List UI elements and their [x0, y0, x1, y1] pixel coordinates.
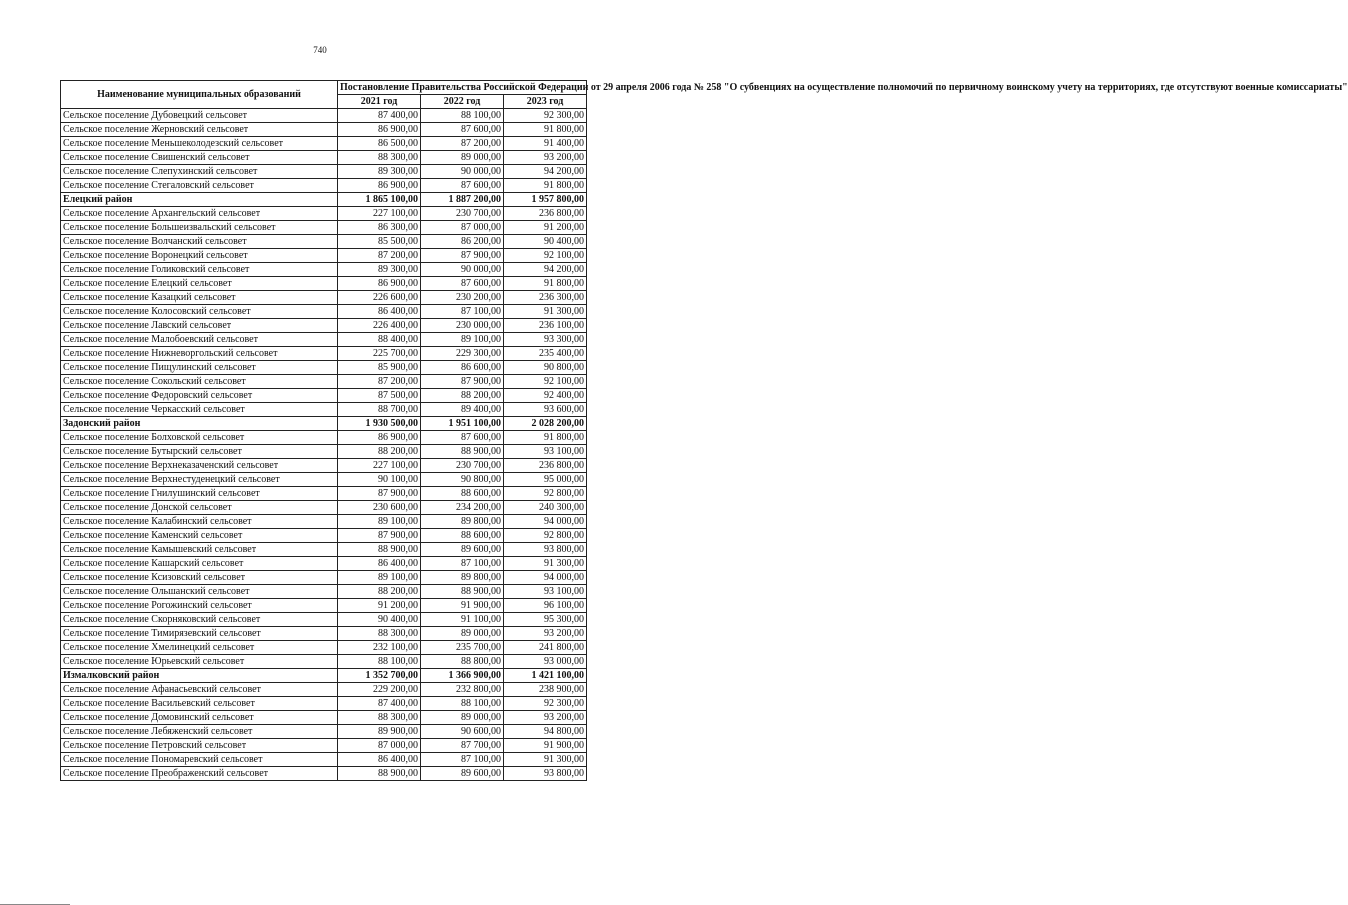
value-2021-cell: 88 900,00	[338, 767, 421, 781]
value-2023-cell: 96 100,00	[504, 599, 587, 613]
municipality-name-cell: Сельское поселение Пищулинский сельсовет	[61, 361, 338, 375]
value-2021-cell: 1 930 500,00	[338, 417, 421, 431]
value-2021-cell: 90 100,00	[338, 473, 421, 487]
value-2022-cell: 87 900,00	[421, 249, 504, 263]
value-2022-cell: 87 600,00	[421, 179, 504, 193]
value-2021-cell: 87 500,00	[338, 389, 421, 403]
value-2022-cell: 88 100,00	[421, 109, 504, 123]
value-2023-cell: 1 421 100,00	[504, 669, 587, 683]
value-2021-cell: 87 200,00	[338, 375, 421, 389]
value-2021-cell: 87 400,00	[338, 109, 421, 123]
municipality-name-cell: Сельское поселение Воронецкий сельсовет	[61, 249, 338, 263]
table-row	[61, 739, 587, 753]
table-row	[61, 697, 587, 711]
municipality-name-cell: Сельское поселение Елецкий сельсовет	[61, 277, 338, 291]
municipality-name-cell: Сельское поселение Малобоевский сельсовет	[61, 333, 338, 347]
table-row	[61, 263, 587, 277]
table-body	[61, 109, 587, 781]
value-2023-cell: 91 800,00	[504, 277, 587, 291]
value-2022-cell: 90 000,00	[421, 165, 504, 179]
table-row	[61, 515, 587, 529]
value-2022-cell: 87 100,00	[421, 753, 504, 767]
value-2021-cell: 89 900,00	[338, 725, 421, 739]
value-2023-cell: 90 800,00	[504, 361, 587, 375]
municipality-name-cell: Сельское поселение Юрьевский сельсовет	[61, 655, 338, 669]
value-2021-cell: 86 500,00	[338, 137, 421, 151]
table-row	[61, 431, 587, 445]
value-2022-cell: 88 100,00	[421, 697, 504, 711]
value-2023-cell: 91 800,00	[504, 179, 587, 193]
table-row	[61, 557, 587, 571]
value-2021-cell: 88 200,00	[338, 445, 421, 459]
municipality-name-cell: Сельское поселение Волчанский сельсовет	[61, 235, 338, 249]
municipality-name-cell: Сельское поселение Домовинский сельсовет	[61, 711, 338, 725]
table-row	[61, 375, 587, 389]
municipality-name-cell: Сельское поселение Васильевский сельсовет	[61, 697, 338, 711]
value-2022-cell: 87 900,00	[421, 375, 504, 389]
value-2023-cell: 92 100,00	[504, 375, 587, 389]
value-2023-cell: 91 900,00	[504, 739, 587, 753]
value-2022-cell: 87 100,00	[421, 557, 504, 571]
municipality-name-cell: Сельское поселение Свишенский сельсовет	[61, 151, 338, 165]
value-2021-cell: 89 300,00	[338, 165, 421, 179]
table-row	[61, 165, 587, 179]
municipality-name-cell: Сельское поселение Меньшеколодезский сельсовет	[61, 137, 338, 151]
value-2022-cell: 89 800,00	[421, 515, 504, 529]
table-row	[61, 235, 587, 249]
table-row	[61, 249, 587, 263]
year-2022-header: 2022 год	[421, 95, 504, 109]
municipality-name-cell: Сельское поселение Болховской сельсовет	[61, 431, 338, 445]
value-2021-cell: 87 400,00	[338, 697, 421, 711]
value-2022-cell: 1 366 900,00	[421, 669, 504, 683]
table-row	[61, 753, 587, 767]
value-2021-cell: 88 300,00	[338, 627, 421, 641]
value-2021-cell: 226 400,00	[338, 319, 421, 333]
value-2022-cell: 230 200,00	[421, 291, 504, 305]
value-2021-cell: 86 300,00	[338, 221, 421, 235]
municipality-name-cell: Сельское поселение Верхнеказаченский сельсовет	[61, 459, 338, 473]
value-2021-cell: 87 900,00	[338, 487, 421, 501]
value-2021-cell: 88 300,00	[338, 711, 421, 725]
value-2023-cell: 94 000,00	[504, 515, 587, 529]
value-2022-cell: 1 951 100,00	[421, 417, 504, 431]
value-2023-cell: 90 400,00	[504, 235, 587, 249]
municipality-name-cell: Сельское поселение Калабинский сельсовет	[61, 515, 338, 529]
value-2021-cell: 88 300,00	[338, 151, 421, 165]
municipality-name-cell: Сельское поселение Пономаревский сельсовет	[61, 753, 338, 767]
value-2021-cell: 226 600,00	[338, 291, 421, 305]
value-2023-cell: 95 300,00	[504, 613, 587, 627]
value-2021-cell: 229 200,00	[338, 683, 421, 697]
value-2023-cell: 93 000,00	[504, 655, 587, 669]
value-2022-cell: 87 600,00	[421, 277, 504, 291]
value-2023-cell: 93 300,00	[504, 333, 587, 347]
table-row	[61, 123, 587, 137]
table-row	[61, 543, 587, 557]
municipality-name-cell: Сельское поселение Рогожинский сельсовет	[61, 599, 338, 613]
table-row	[61, 641, 587, 655]
value-2023-cell: 1 957 800,00	[504, 193, 587, 207]
value-2022-cell: 89 100,00	[421, 333, 504, 347]
value-2023-cell: 236 800,00	[504, 207, 587, 221]
value-2021-cell: 86 900,00	[338, 431, 421, 445]
table-row	[61, 445, 587, 459]
table-row	[61, 221, 587, 235]
value-2021-cell: 1 865 100,00	[338, 193, 421, 207]
value-2022-cell: 88 600,00	[421, 487, 504, 501]
value-2021-cell: 86 900,00	[338, 277, 421, 291]
value-2021-cell: 89 100,00	[338, 515, 421, 529]
value-2023-cell: 93 600,00	[504, 403, 587, 417]
value-2021-cell: 86 900,00	[338, 123, 421, 137]
value-2022-cell: 91 100,00	[421, 613, 504, 627]
value-2023-cell: 235 400,00	[504, 347, 587, 361]
region-row	[61, 669, 587, 683]
municipality-name-cell: Сельское поселение Ксизовский сельсовет	[61, 571, 338, 585]
value-2022-cell: 89 600,00	[421, 767, 504, 781]
value-2023-cell: 94 800,00	[504, 725, 587, 739]
value-2021-cell: 88 900,00	[338, 543, 421, 557]
value-2023-cell: 91 800,00	[504, 431, 587, 445]
value-2023-cell: 92 100,00	[504, 249, 587, 263]
value-2023-cell: 236 800,00	[504, 459, 587, 473]
table-row	[61, 151, 587, 165]
value-2022-cell: 90 800,00	[421, 473, 504, 487]
table-row	[61, 319, 587, 333]
value-2023-cell: 91 300,00	[504, 557, 587, 571]
page-number: 740	[313, 45, 327, 55]
value-2022-cell: 89 400,00	[421, 403, 504, 417]
value-2021-cell: 227 100,00	[338, 459, 421, 473]
municipality-name-cell: Сельское поселение Колосовский сельсовет	[61, 305, 338, 319]
table-header-row	[61, 81, 587, 95]
municipality-name-cell: Сельское поселение Тимирязевский сельсовет	[61, 627, 338, 641]
municipality-name-cell: Задонский район	[61, 417, 338, 431]
year-2023-header: 2023 год	[504, 95, 587, 109]
table-row	[61, 207, 587, 221]
value-2021-cell: 88 700,00	[338, 403, 421, 417]
value-2022-cell: 1 887 200,00	[421, 193, 504, 207]
table-row	[61, 683, 587, 697]
municipality-name-cell: Сельское поселение Скорняковский сельсовет	[61, 613, 338, 627]
value-2022-cell: 230 700,00	[421, 459, 504, 473]
table-row	[61, 403, 587, 417]
value-2022-cell: 89 800,00	[421, 571, 504, 585]
value-2021-cell: 88 100,00	[338, 655, 421, 669]
municipality-name-cell: Сельское поселение Преображенский сельсовет	[61, 767, 338, 781]
region-row	[61, 193, 587, 207]
value-2022-cell: 87 700,00	[421, 739, 504, 753]
municipality-name-cell: Измалковский район	[61, 669, 338, 683]
value-2023-cell: 238 900,00	[504, 683, 587, 697]
value-2022-cell: 87 600,00	[421, 123, 504, 137]
value-2021-cell: 88 400,00	[338, 333, 421, 347]
value-2021-cell: 227 100,00	[338, 207, 421, 221]
value-2021-cell: 85 500,00	[338, 235, 421, 249]
value-2023-cell: 240 300,00	[504, 501, 587, 515]
municipality-name-cell: Сельское поселение Донской сельсовет	[61, 501, 338, 515]
table-row	[61, 305, 587, 319]
municipality-name-cell: Сельское поселение Казацкий сельсовет	[61, 291, 338, 305]
value-2022-cell: 88 900,00	[421, 585, 504, 599]
value-2022-cell: 88 800,00	[421, 655, 504, 669]
value-2021-cell: 89 300,00	[338, 263, 421, 277]
table-row	[61, 767, 587, 781]
municipality-name-cell: Сельское поселение Стегаловский сельсовет	[61, 179, 338, 193]
municipality-name-cell: Сельское поселение Лавский сельсовет	[61, 319, 338, 333]
value-2022-cell: 234 200,00	[421, 501, 504, 515]
table-row	[61, 501, 587, 515]
value-2021-cell: 87 200,00	[338, 249, 421, 263]
value-2022-cell: 229 300,00	[421, 347, 504, 361]
value-2022-cell: 88 200,00	[421, 389, 504, 403]
value-2022-cell: 89 000,00	[421, 627, 504, 641]
value-2022-cell: 90 000,00	[421, 263, 504, 277]
value-2022-cell: 87 000,00	[421, 221, 504, 235]
municipality-name-cell: Елецкий район	[61, 193, 338, 207]
table-row	[61, 179, 587, 193]
value-2021-cell: 86 400,00	[338, 305, 421, 319]
value-2021-cell: 89 100,00	[338, 571, 421, 585]
table-row	[61, 655, 587, 669]
value-2021-cell: 90 400,00	[338, 613, 421, 627]
value-2023-cell: 93 800,00	[504, 543, 587, 557]
municipality-name-cell: Сельское поселение Хмелинецкий сельсовет	[61, 641, 338, 655]
value-2022-cell: 87 200,00	[421, 137, 504, 151]
municipality-name-cell: Сельское поселение Сокольский сельсовет	[61, 375, 338, 389]
municipality-name-cell: Сельское поселение Архангельский сельсовет	[61, 207, 338, 221]
value-2023-cell: 92 800,00	[504, 529, 587, 543]
table-row	[61, 137, 587, 151]
table-row	[61, 361, 587, 375]
municipality-name-cell: Сельское поселение Камышевский сельсовет	[61, 543, 338, 557]
value-2023-cell: 95 000,00	[504, 473, 587, 487]
value-2022-cell: 87 100,00	[421, 305, 504, 319]
value-2022-cell: 86 200,00	[421, 235, 504, 249]
value-2023-cell: 93 200,00	[504, 151, 587, 165]
municipality-name-cell: Сельское поселение Ольшанский сельсовет	[61, 585, 338, 599]
value-2023-cell: 92 800,00	[504, 487, 587, 501]
subvention-table	[60, 80, 1348, 781]
value-2022-cell: 90 600,00	[421, 725, 504, 739]
value-2023-cell: 94 200,00	[504, 165, 587, 179]
region-row	[61, 417, 587, 431]
municipality-name-cell: Сельское поселение Лебяженский сельсовет	[61, 725, 338, 739]
table-row	[61, 333, 587, 347]
name-column-header: Наименование муниципальных образований	[61, 81, 338, 109]
value-2021-cell: 230 600,00	[338, 501, 421, 515]
value-2022-cell: 89 000,00	[421, 711, 504, 725]
value-2023-cell: 91 300,00	[504, 753, 587, 767]
table-row	[61, 613, 587, 627]
table-row	[61, 277, 587, 291]
table-row	[61, 571, 587, 585]
value-2021-cell: 91 200,00	[338, 599, 421, 613]
value-2021-cell: 86 900,00	[338, 179, 421, 193]
table-row	[61, 627, 587, 641]
municipality-name-cell: Сельское поселение Верхнестуденецкий сельсовет	[61, 473, 338, 487]
value-2023-cell: 93 100,00	[504, 445, 587, 459]
value-2022-cell: 91 900,00	[421, 599, 504, 613]
value-2021-cell: 87 000,00	[338, 739, 421, 753]
value-2021-cell: 85 900,00	[338, 361, 421, 375]
value-2023-cell: 236 300,00	[504, 291, 587, 305]
value-2022-cell: 232 800,00	[421, 683, 504, 697]
value-2023-cell: 93 800,00	[504, 767, 587, 781]
value-2022-cell: 230 000,00	[421, 319, 504, 333]
table-row	[61, 389, 587, 403]
municipality-name-cell: Сельское поселение Черкасский сельсовет	[61, 403, 338, 417]
municipality-name-cell: Сельское поселение Голиковский сельсовет	[61, 263, 338, 277]
municipality-name-cell: Сельское поселение Кашарский сельсовет	[61, 557, 338, 571]
municipality-name-cell: Сельское поселение Каменский сельсовет	[61, 529, 338, 543]
municipality-name-cell: Сельское поселение Федоровский сельсовет	[61, 389, 338, 403]
value-2023-cell: 92 300,00	[504, 109, 587, 123]
value-2022-cell: 87 600,00	[421, 431, 504, 445]
value-2023-cell: 94 000,00	[504, 571, 587, 585]
municipality-name-cell: Сельское поселение Нижневоргольский сельсовет	[61, 347, 338, 361]
table-row	[61, 585, 587, 599]
value-2023-cell: 91 200,00	[504, 221, 587, 235]
municipality-name-cell: Сельское поселение Петровский сельсовет	[61, 739, 338, 753]
table-row	[61, 347, 587, 361]
value-2022-cell: 88 900,00	[421, 445, 504, 459]
value-2022-cell: 230 700,00	[421, 207, 504, 221]
value-2021-cell: 1 352 700,00	[338, 669, 421, 683]
value-2021-cell: 87 900,00	[338, 529, 421, 543]
table-row	[61, 459, 587, 473]
value-2023-cell: 93 100,00	[504, 585, 587, 599]
table-row	[61, 725, 587, 739]
value-2023-cell: 93 200,00	[504, 627, 587, 641]
municipality-name-cell: Сельское поселение Дубовецкий сельсовет	[61, 109, 338, 123]
table-row	[61, 291, 587, 305]
value-2021-cell: 88 200,00	[338, 585, 421, 599]
municipality-name-cell: Сельское поселение Большеизвальский сельсовет	[61, 221, 338, 235]
value-2022-cell: 86 600,00	[421, 361, 504, 375]
value-2023-cell: 92 400,00	[504, 389, 587, 403]
value-2023-cell: 2 028 200,00	[504, 417, 587, 431]
value-2023-cell: 92 300,00	[504, 697, 587, 711]
municipality-name-cell: Сельское поселение Гнилушинский сельсовет	[61, 487, 338, 501]
value-2023-cell: 236 100,00	[504, 319, 587, 333]
value-2021-cell: 86 400,00	[338, 557, 421, 571]
value-2022-cell: 89 000,00	[421, 151, 504, 165]
value-2021-cell: 232 100,00	[338, 641, 421, 655]
table-row	[61, 529, 587, 543]
table-row	[61, 711, 587, 725]
value-2022-cell: 88 600,00	[421, 529, 504, 543]
table-row	[61, 473, 587, 487]
municipality-name-cell: Сельское поселение Жерновский сельсовет	[61, 123, 338, 137]
table-row	[61, 109, 587, 123]
value-2021-cell: 86 400,00	[338, 753, 421, 767]
municipality-name-cell: Сельское поселение Слепухинский сельсовет	[61, 165, 338, 179]
subvention-column-header: Постановление Правительства Российской Федерации от 29 апреля 2006 года № 258 "О субвенциях на осуществление полномочий по первичному воинскому учету на территориях, где отсутствуют военные комиссариаты"	[338, 81, 587, 95]
municipality-name-cell: Сельское поселение Бутырский сельсовет	[61, 445, 338, 459]
table-row	[61, 487, 587, 501]
value-2023-cell: 91 800,00	[504, 123, 587, 137]
value-2023-cell: 91 300,00	[504, 305, 587, 319]
value-2023-cell: 91 400,00	[504, 137, 587, 151]
municipality-name-cell: Сельское поселение Афанасьевский сельсовет	[61, 683, 338, 697]
value-2021-cell: 225 700,00	[338, 347, 421, 361]
value-2022-cell: 89 600,00	[421, 543, 504, 557]
value-2023-cell: 93 200,00	[504, 711, 587, 725]
year-2021-header: 2021 год	[338, 95, 421, 109]
value-2023-cell: 94 200,00	[504, 263, 587, 277]
table-row	[61, 599, 587, 613]
value-2022-cell: 235 700,00	[421, 641, 504, 655]
value-2023-cell: 241 800,00	[504, 641, 587, 655]
